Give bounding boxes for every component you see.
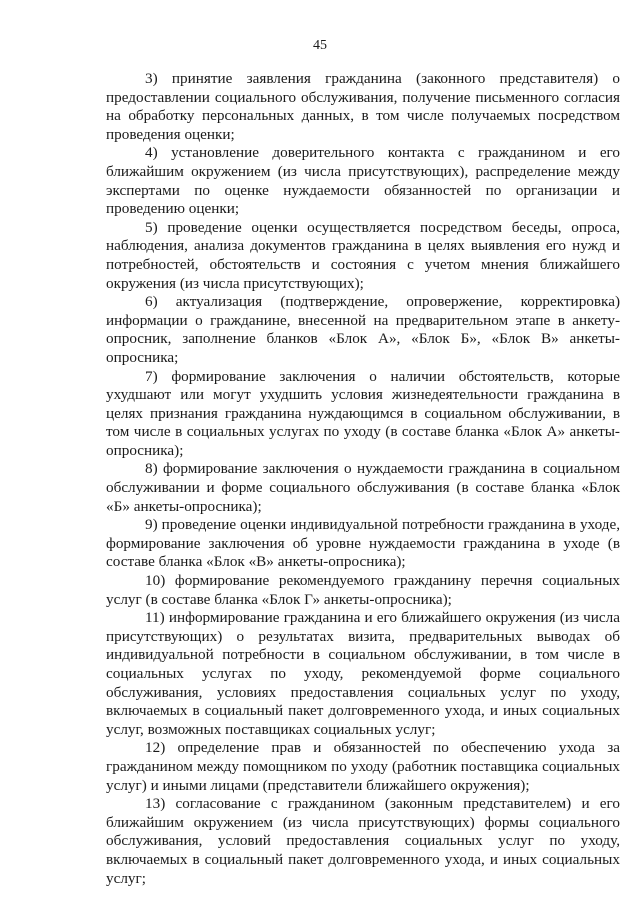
page-number: 45 bbox=[313, 38, 327, 53]
document-body bbox=[106, 70, 620, 888]
list-item-4: 4) установление доверительного контакта с гражданином и его ближайшим окружением (из числа присутствующих), распределение между экспертами по оценке нуждаемости обязанностей по организации и проведению оценки; bbox=[106, 144, 620, 218]
list-item-12: 12) определение прав и обязанностей по обеспечению ухода за гражданином между помощником по уходу (работник поставщика социальных услуг) и иными лицами (представители ближайшего окружения); bbox=[106, 739, 620, 794]
list-item-9: 9) проведение оценки индивидуальной потребности гражданина в уходе, формирование заключения об уровне нуждаемости гражданина в уходе (в составе бланка «Блок «В» анкеты-опросника); bbox=[106, 516, 620, 571]
list-item-8: 8) формирование заключения о нуждаемости гражданина в социальном обслуживании и форме социального обслуживания (в составе бланка «Блок «Б» анкеты-опросника); bbox=[106, 460, 620, 515]
list-item-3: 3) принятие заявления гражданина (законного представителя) о предоставлении социального обслуживания, получение письменного согласия на обработку персональных данных, в том числе получаемых посредством проведения оценки; bbox=[106, 70, 620, 143]
list-item-6: 6) актуализация (подтверждение, опровержение, корректировка) информации о гражданине, внесенной на предварительном этапе в анкету-опросник, заполнение бланков «Блок А», «Блок Б», «Блок В» анкеты-опросника; bbox=[106, 293, 620, 366]
list-item-7: 7) формирование заключения о наличии обстоятельств, которые ухудшают или могут ухудшить условия жизнедеятельности гражданина в целях признания гражданина нуждающимся в социальном обслуживании, в том числе в социальных услугах по уходу (в составе бланка «Блок А» анкеты-опросника); bbox=[106, 367, 620, 459]
list-item-13: 13) согласование с гражданином (законным представителем) и его ближайшим окружением (из числа присутствующих) формы социального обслуживания, условий предоставления социальных услуг по уходу, включаемых в социальный пакет долговременного ухода, и иных социальных услуг; bbox=[106, 795, 620, 887]
list-item-5: 5) проведение оценки осуществляется посредством беседы, опроса, наблюдения, анализа документов гражданина в целях выявления его нужд и потребностей, обстоятельств и состояния с учетом мнения ближайшего окружения (из числа присутствующих); bbox=[106, 218, 620, 292]
list-item-10: 10) формирование рекомендуемого гражданину перечня социальных услуг (в составе бланка «Блок Г» анкеты-опросника); bbox=[106, 572, 620, 608]
list-item-11: 11) информирование гражданина и его ближайшего окружения (из числа присутствующих) о результатах визита, предварительных выводах об индивидуальной потребности в социальном обслуживании, в том числе в социальных услугах по уходу, рекомендуемой форме социального обслуживания, условиях предоставления социальных услуг по уходу, включаемых в социальный пакет долговременного ухода, и иных социальных услуг, возможных поставщиках социальных услуг; bbox=[106, 609, 620, 738]
